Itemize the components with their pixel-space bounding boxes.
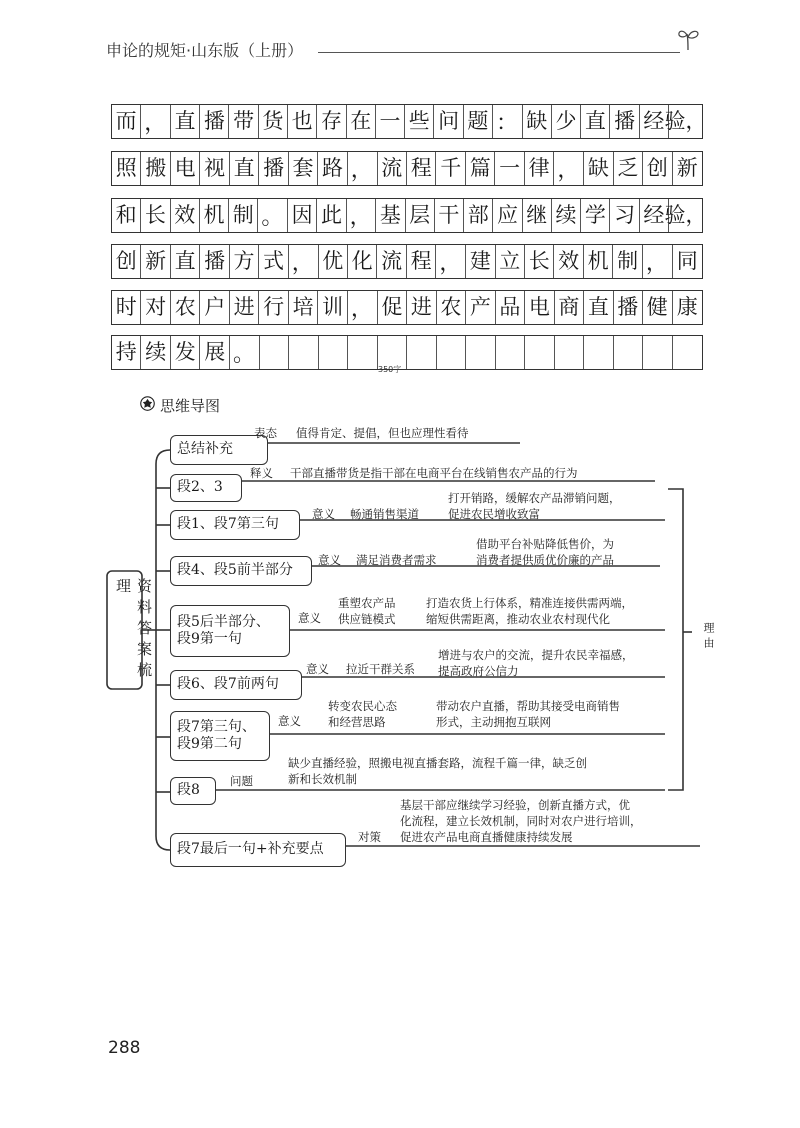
branch-box: 段1、段7第三句 bbox=[170, 510, 300, 540]
branch-tag: 意义 bbox=[298, 611, 321, 625]
grid-cell: 路 bbox=[318, 152, 347, 185]
grid-cell: ， bbox=[643, 245, 673, 278]
grid-cell: 照 bbox=[112, 152, 141, 185]
grid-cell: 缺 bbox=[584, 152, 613, 185]
grid-cell: 此 bbox=[317, 199, 346, 232]
grid-cell: 长 bbox=[141, 199, 170, 232]
branch-box: 段6、段7前两句 bbox=[170, 670, 302, 700]
branch-detail: 干部直播带货是指干部在电商平台在线销售农产品的行为 bbox=[290, 466, 578, 480]
branch-detail: 提高政府公信力 bbox=[438, 664, 519, 678]
grid-cell: 流 bbox=[378, 152, 407, 185]
grid-cell: 和 bbox=[112, 199, 141, 232]
running-header: 申论的规矩·山东版（上册） bbox=[106, 41, 304, 60]
grid-cell: 程 bbox=[407, 152, 436, 185]
grid-cell: 问 bbox=[434, 105, 463, 138]
grid-cell: 发 bbox=[171, 336, 200, 369]
grid-cell: 搬 bbox=[141, 152, 170, 185]
grid-cell: 一 bbox=[376, 105, 405, 138]
grid-cell: 播 bbox=[259, 152, 288, 185]
grid-cell: 商 bbox=[555, 291, 584, 324]
grid-cell: 时 bbox=[112, 291, 141, 324]
grid-cell: 播 bbox=[200, 105, 229, 138]
grid-cell: 习 bbox=[610, 199, 639, 232]
grid-cell: 制 bbox=[229, 199, 258, 232]
grid-cell: 视 bbox=[200, 152, 229, 185]
branch-keyword: 转变农民心态 和经营思路 bbox=[328, 699, 397, 729]
grid-cell: 一 bbox=[495, 152, 524, 185]
grid-cell: ， bbox=[347, 199, 377, 232]
grid-cell: 机 bbox=[200, 199, 229, 232]
branch-detail: 增进与农户的交流，提升农民幸福感， bbox=[438, 648, 634, 662]
page-number: 288 bbox=[108, 1038, 141, 1058]
branch-tag: 意义 bbox=[318, 553, 341, 567]
grid-cell: 学 bbox=[581, 199, 610, 232]
grid-cell: 缺 bbox=[523, 105, 552, 138]
branch-tag: 意义 bbox=[278, 714, 301, 728]
branch-keyword: 满足消费者需求 bbox=[356, 553, 437, 567]
grid-cell: 化 bbox=[348, 245, 377, 278]
mindmap-heading: 思维导图 bbox=[160, 397, 221, 415]
branch-tag: 表态 bbox=[254, 426, 277, 440]
branch-detail: 消费者提供质优价廉的产品 bbox=[476, 553, 614, 567]
branch-detail: 化流程，建立长效机制，同时对农户进行培训， bbox=[400, 814, 642, 828]
branch-detail: 缩短供需距离，推动农业农村现代化 bbox=[426, 612, 610, 626]
grid-cell: 优 bbox=[319, 245, 348, 278]
grid-cell: 立 bbox=[496, 245, 525, 278]
grid-cell: ， bbox=[289, 245, 319, 278]
grid-cell: 干 bbox=[435, 199, 464, 232]
grid-cell: 展 bbox=[200, 336, 229, 369]
branch-detail: 形式，主动拥抱互联网 bbox=[436, 715, 551, 729]
grid-cell: 些 bbox=[405, 105, 434, 138]
grid-cell: 套 bbox=[289, 152, 318, 185]
grid-cell: 效 bbox=[171, 199, 200, 232]
grid-cell: 新 bbox=[141, 245, 170, 278]
branch-detail: 借助平台补贴降低售价，为 bbox=[476, 537, 614, 551]
branch-keyword: 拉近干群关系 bbox=[346, 662, 415, 676]
grid-cell: 健 bbox=[643, 291, 672, 324]
branch-keyword: 畅通销售渠道 bbox=[350, 507, 419, 521]
branch-box: 段7第三句、段9第二句 bbox=[170, 711, 270, 761]
grid-cell: 流 bbox=[377, 245, 406, 278]
branch-detail: 打造农货上行体系，精准连接供需两端， bbox=[426, 596, 633, 610]
branch-tag: 意义 bbox=[306, 662, 329, 676]
branch-keyword: 重塑农产品 供应链模式 bbox=[338, 596, 396, 626]
grid-cell: 机 bbox=[584, 245, 613, 278]
branch-detail: 打开销路，缓解农产品滞销问题， bbox=[448, 491, 621, 505]
grid-cell: 直 bbox=[581, 105, 610, 138]
grid-cell: 。 bbox=[230, 336, 260, 369]
grid-cell: 行 bbox=[259, 291, 288, 324]
grid-cell: 播 bbox=[610, 105, 639, 138]
grid-cell: 农 bbox=[437, 291, 466, 324]
branch-detail: 带动农户直播，帮助其接受电商销售 bbox=[436, 699, 620, 713]
grid-cell: 电 bbox=[171, 152, 200, 185]
grid-cell: 也 bbox=[288, 105, 317, 138]
grid-cell: 对 bbox=[141, 291, 170, 324]
grid-cell: ， bbox=[348, 291, 378, 324]
grid-cell: 基 bbox=[376, 199, 405, 232]
grid-cell: 应 bbox=[493, 199, 522, 232]
grid-cell: 创 bbox=[112, 245, 141, 278]
grid-cell: 继 bbox=[523, 199, 552, 232]
grid-cell: 农 bbox=[171, 291, 200, 324]
grid-cell: 而 bbox=[112, 105, 141, 138]
grid-cell: 带 bbox=[229, 105, 258, 138]
grid-cell: 层 bbox=[406, 199, 435, 232]
grid-cell: 千 bbox=[436, 152, 465, 185]
grid-cell: 续 bbox=[552, 199, 581, 232]
grid-cell: 进 bbox=[230, 291, 259, 324]
grid-cell: ， bbox=[141, 105, 171, 138]
grid-cell: 乏 bbox=[614, 152, 643, 185]
grid-cell: 货 bbox=[259, 105, 288, 138]
bracket-label: 理由 bbox=[702, 622, 715, 652]
grid-cell: 进 bbox=[407, 291, 436, 324]
branch-detail: 值得肯定、提倡，但也应理性看待 bbox=[296, 426, 469, 440]
grid-cell: 验， bbox=[664, 203, 707, 227]
grid-cell: 续 bbox=[141, 336, 170, 369]
grid-cell: 制 bbox=[613, 245, 642, 278]
grid-cell: 经 bbox=[640, 105, 669, 138]
branch-box: 段8 bbox=[170, 777, 216, 805]
grid-cell: 创 bbox=[643, 152, 672, 185]
grid-cell: 直 bbox=[230, 152, 259, 185]
grid-cell: 持 bbox=[112, 336, 141, 369]
branch-tag: 对策 bbox=[358, 830, 381, 844]
branch-tag: 释义 bbox=[250, 466, 273, 480]
grid-cell: ： bbox=[493, 105, 523, 138]
grid-cell: 直 bbox=[584, 291, 613, 324]
grid-cell: 长 bbox=[525, 245, 554, 278]
grid-cell: 促 bbox=[378, 291, 407, 324]
branch-detail: 新和长效机制 bbox=[288, 772, 357, 786]
branch-detail: 缺少直播经验，照搬电视直播套路，流程千篇一律，缺乏创 bbox=[288, 756, 587, 770]
grid-cell: 建 bbox=[466, 245, 495, 278]
grid-cell: 播 bbox=[614, 291, 643, 324]
grid-cell: 效 bbox=[554, 245, 583, 278]
branch-box: 段5后半部分、段9第一句 bbox=[170, 605, 290, 657]
branch-detail: 促进农民增收致富 bbox=[448, 507, 540, 521]
grid-cell: ， bbox=[436, 245, 466, 278]
grid-cell: 新 bbox=[676, 156, 698, 180]
branch-tag: 意义 bbox=[312, 507, 335, 521]
grid-cell: 因 bbox=[288, 199, 317, 232]
branch-detail: 基层干部应继续学习经验，创新直播方式，优 bbox=[400, 798, 630, 812]
grid-cell: 题 bbox=[464, 105, 493, 138]
mindmap-root: 资料答案梳理 bbox=[114, 578, 153, 683]
branch-tag: 问题 bbox=[230, 774, 253, 788]
grid-cell: 存 bbox=[317, 105, 346, 138]
grid-cell: 康 bbox=[676, 295, 698, 319]
branch-box: 段7最后一句+补充要点 bbox=[170, 833, 346, 867]
grid-cell: 产 bbox=[466, 291, 495, 324]
branch-box: 段4、段5前半部分 bbox=[170, 556, 312, 586]
branch-box: 总结补充 bbox=[170, 435, 268, 465]
grid-cell: 。 bbox=[258, 199, 288, 232]
branch-box: 段2、3 bbox=[170, 474, 242, 502]
grid-cell: 训 bbox=[318, 291, 347, 324]
branch-detail: 促进农产品电商直播健康持续发展 bbox=[400, 830, 573, 844]
grid-cell: 直 bbox=[171, 245, 200, 278]
grid-cell: 户 bbox=[200, 291, 229, 324]
grid-cell: 方 bbox=[230, 245, 259, 278]
grid-cell: 程 bbox=[407, 245, 436, 278]
grid-cell: 式 bbox=[259, 245, 288, 278]
grid-cell: 品 bbox=[496, 291, 525, 324]
grid-cell: 经 bbox=[640, 199, 669, 232]
word-count: 350字 bbox=[378, 365, 402, 374]
grid-cell: 培 bbox=[289, 291, 318, 324]
grid-cell: 少 bbox=[552, 105, 581, 138]
grid-cell: 在 bbox=[347, 105, 376, 138]
grid-cell: 电 bbox=[525, 291, 554, 324]
grid-cell: ， bbox=[348, 152, 378, 185]
grid-cell: 篇 bbox=[466, 152, 495, 185]
grid-cell: 部 bbox=[464, 199, 493, 232]
grid-cell: 律 bbox=[525, 152, 554, 185]
grid-cell: ， bbox=[554, 152, 584, 185]
grid-cell: 验， bbox=[664, 109, 707, 133]
grid-cell: 同 bbox=[676, 249, 698, 273]
grid-cell: 直 bbox=[171, 105, 200, 138]
grid-cell: 播 bbox=[200, 245, 229, 278]
